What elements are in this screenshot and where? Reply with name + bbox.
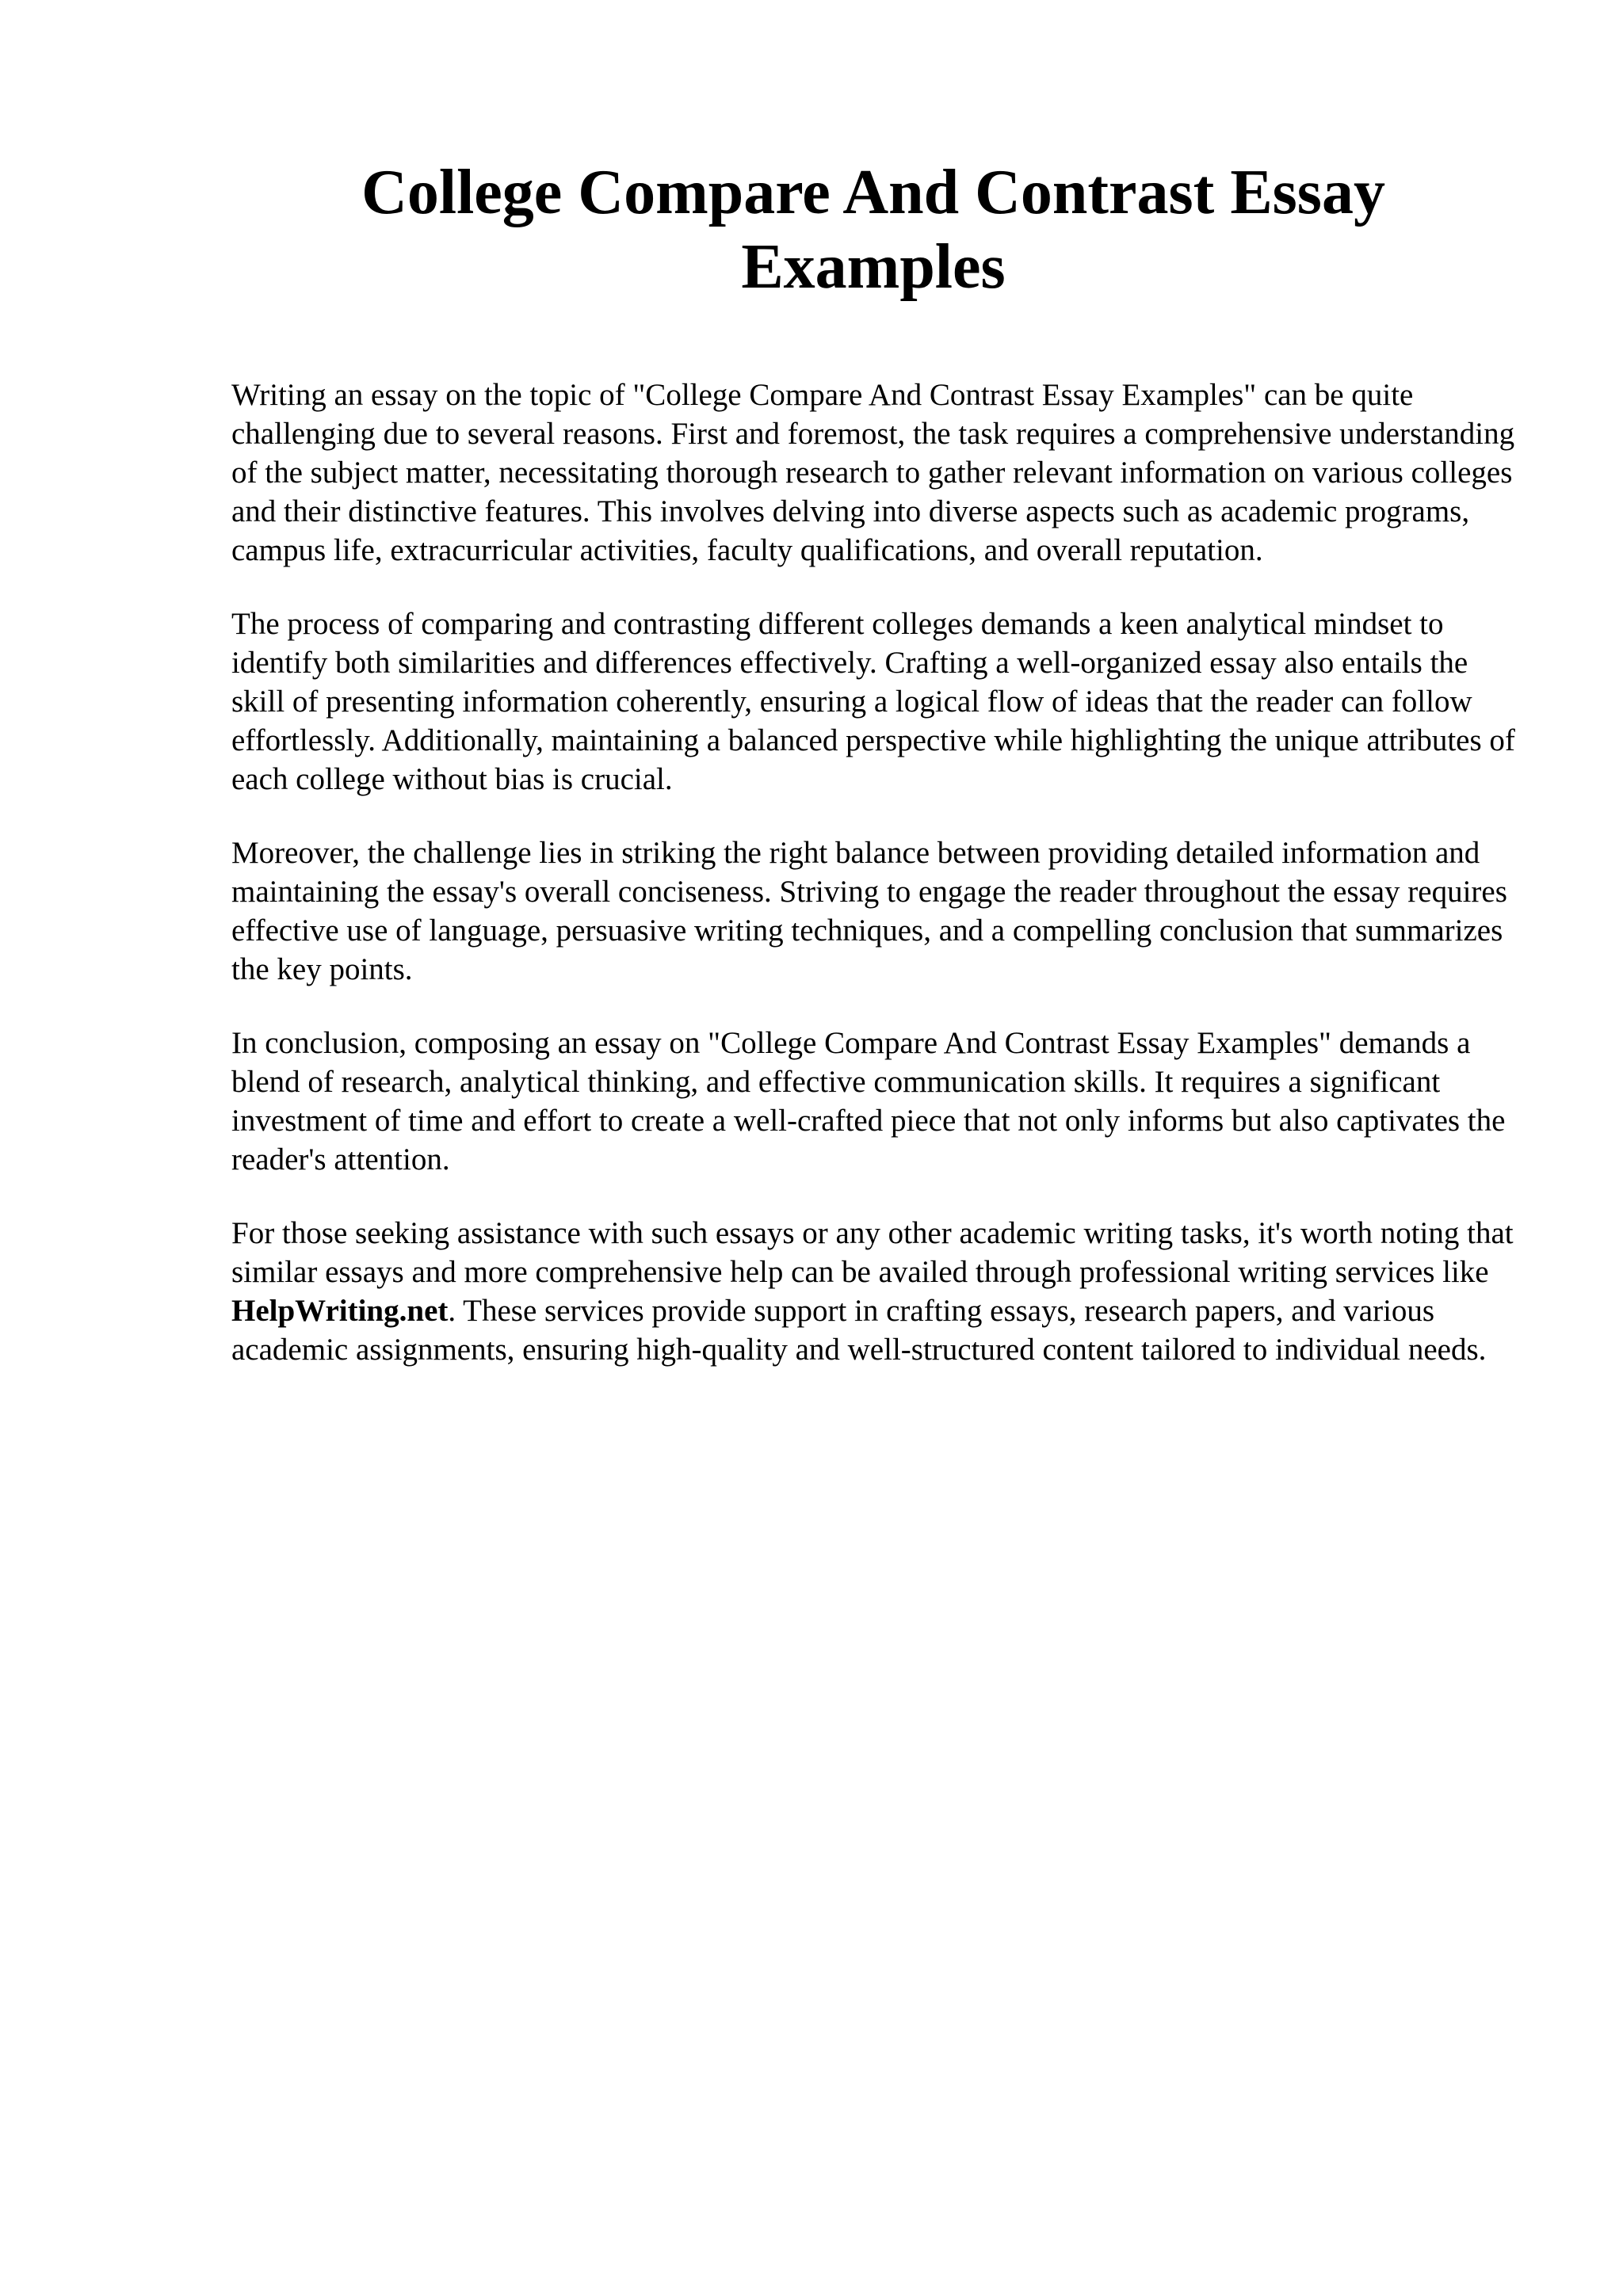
paragraph-assistance [231, 1214, 1515, 1369]
document-title: College Compare And Contrast Essay Examples [361, 158, 1385, 302]
helpwriting-link[interactable]: HelpWriting.net [231, 1294, 449, 1328]
paragraph-process: The process of comparing and contrasting different colleges demands a keen analytical mindset to identify both similarities and differences effectively. Crafting a well-organized essay also entails the skill of presenting information coherently, ensuring a logical flow of ideas that the reader can follow effortlessly. Additionally, maintaining a balanced perspective while highlighting the unique attributes of each college without bias is crucial. [231, 607, 1515, 796]
assistance-text-after: . These services provide support in crafting essays, research papers, and various academic assignments, ensuring high-quality and well-structured content tailored to individual needs. [231, 1294, 1487, 1367]
paragraph-moreover: Moreover, the challenge lies in striking the right balance between providing detailed information and maintaining the essay's overall conciseness. Striving to engage the reader throughout the essay requires effective use of language, persuasive writing techniques, and a compelling conclusion that summarizes the key points. [231, 836, 1507, 986]
paragraph-intro: Writing an essay on the topic of "College Compare And Contrast Essay Examples" can be quite challenging due to several reasons. First and foremost, the task requires a comprehensive understanding of the subject matter, necessitating thorough research to gather relevant information on various colleges and their distinctive features. This involves delving into diverse aspects such as academic programs, campus life, extracurricular activities, faculty qualifications, and overall reputation. [231, 378, 1515, 567]
assistance-text-before: For those seeking assistance with such essays or any other academic writing tasks, it's worth noting that similar essays and more comprehensive help can be availed through professional writing services like [231, 1216, 1514, 1289]
paragraph-conclusion: In conclusion, composing an essay on "College Compare And Contrast Essay Examples" demands a blend of research, analytical thinking, and effective communication skills. It requires a significant investment of time and effort to create a well-crafted piece that not only informs but also captivates the reader's attention. [231, 1026, 1506, 1177]
document-body [231, 376, 1515, 1404]
